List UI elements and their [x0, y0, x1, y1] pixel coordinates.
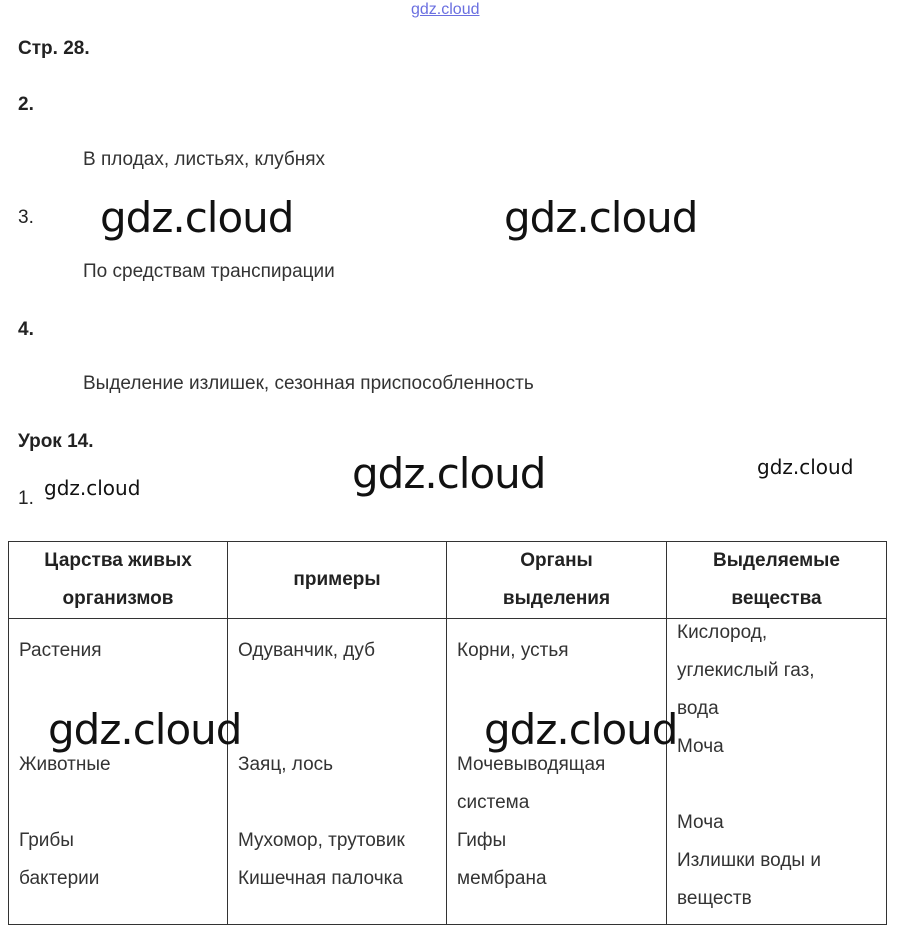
organs-cell — [447, 619, 667, 925]
examples-cell — [228, 619, 447, 925]
question-3-answer: По средствам транспирации — [83, 261, 335, 282]
cell-text: Моча — [677, 812, 724, 833]
kingdoms-cell — [9, 619, 228, 925]
cell-text: Мухомор, трутовик — [238, 830, 405, 851]
watermark: gdz.cloud — [352, 449, 546, 498]
question-3-number: 3. — [18, 207, 34, 228]
question-4-number: 4. — [18, 319, 34, 340]
cell-text: Растения — [19, 640, 102, 661]
cell-text: система — [457, 792, 530, 813]
cell-text: вода — [677, 698, 719, 719]
table-row — [9, 619, 887, 925]
lesson-title: Урок 14. — [18, 431, 94, 452]
column-header-kingdoms: Царства живых организмов — [9, 542, 228, 619]
cell-text: Мочевыводящая — [457, 754, 606, 775]
column-header-substances: Выделяемые вещества — [667, 542, 887, 619]
cell-text: Одуванчик, дуб — [238, 640, 375, 661]
cell-text: веществ — [677, 888, 752, 909]
cell-text: Корни, устья — [457, 640, 569, 661]
cell-text: Кишечная палочка — [238, 868, 403, 889]
substances-cell — [667, 619, 887, 925]
watermark: gdz.cloud — [757, 455, 854, 479]
cell-text: Заяц, лось — [238, 754, 334, 775]
cell-text: Моча — [677, 736, 724, 757]
cell-text: Грибы — [19, 830, 74, 851]
cell-text: мембрана — [457, 868, 547, 889]
cell-text: Излишки воды и — [677, 850, 821, 871]
question-2-number: 2. — [18, 94, 34, 115]
cell-text: бактерии — [19, 868, 100, 889]
watermark: gdz.cloud — [48, 705, 242, 754]
watermark: gdz.cloud — [484, 705, 678, 754]
cell-text: Животные — [19, 754, 111, 775]
cell-text: углекислый газ, — [677, 660, 815, 681]
column-header-organs: Органы выделения — [447, 542, 667, 619]
table-header-row — [9, 542, 887, 619]
cell-text: Кислород, — [677, 622, 768, 643]
question-4-answer: Выделение излишек, сезонная приспособленность — [83, 373, 534, 394]
column-header-examples: примеры — [228, 542, 447, 619]
watermark: gdz.cloud — [504, 193, 698, 242]
watermark-top-link[interactable]: gdz.cloud — [411, 1, 480, 18]
question-2-answer: В плодах, листьях, клубнях — [83, 149, 326, 170]
page-label: Стр. 28. — [18, 38, 90, 59]
question-1-number: 1. — [18, 488, 34, 509]
watermark: gdz.cloud — [100, 193, 294, 242]
cell-text: Гифы — [457, 830, 507, 851]
watermark: gdz.cloud — [44, 476, 141, 500]
